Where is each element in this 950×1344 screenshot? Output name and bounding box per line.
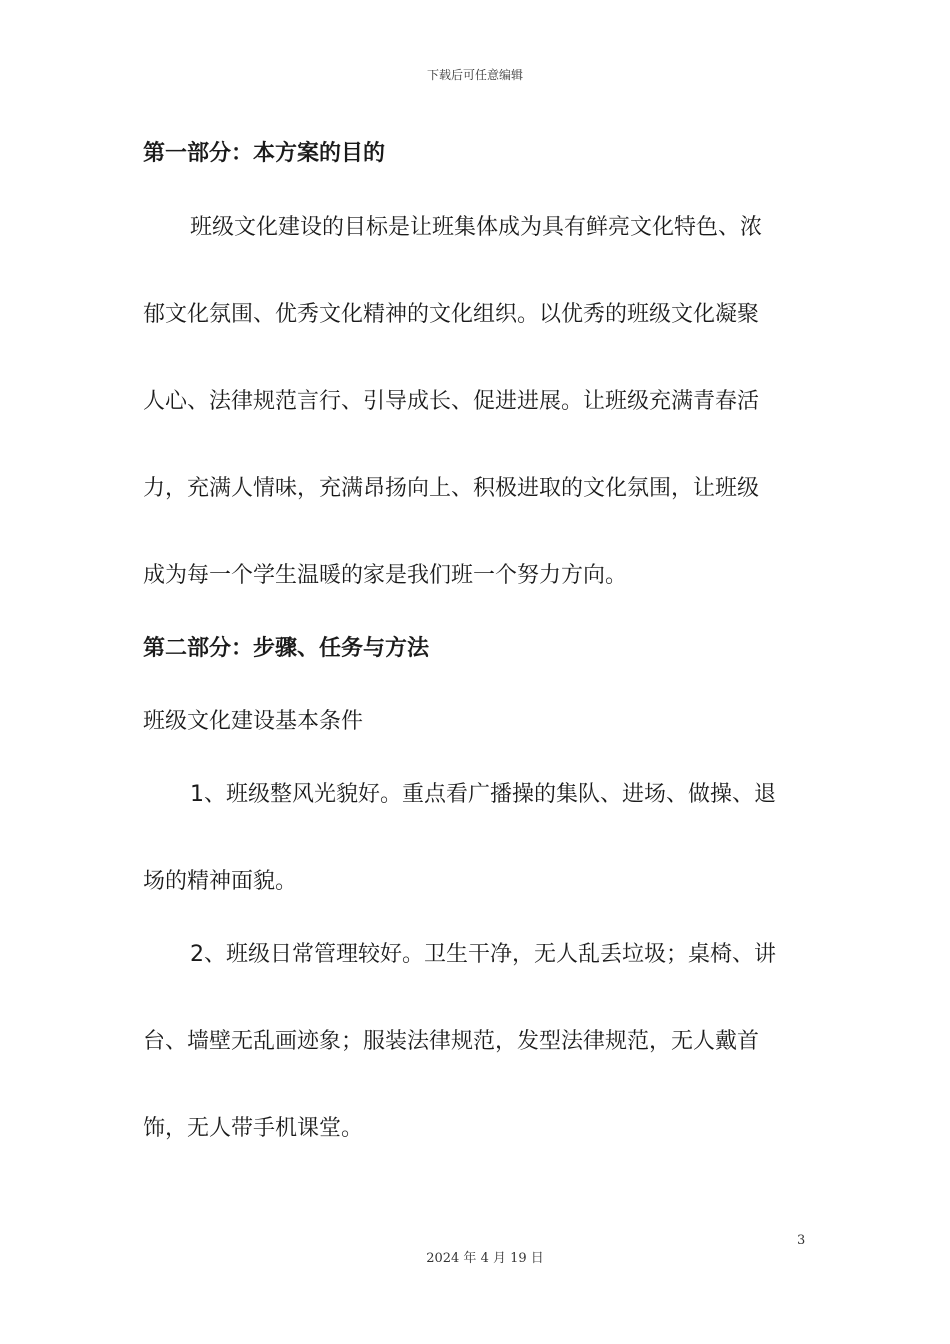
page-footer-date: 2024 年 4 月 19 日 <box>426 1251 544 1266</box>
paragraph-line: 班级文化建设的目标是让班集体成为具有鲜亮文化特色、浓 <box>190 215 763 240</box>
subheading: 班级文化建设基本条件 <box>143 709 364 734</box>
page-number: 3 <box>797 1233 806 1248</box>
list-item-line: 场的精神面貌。 <box>143 869 298 894</box>
page-header: 下载后可任意编辑 <box>426 68 523 82</box>
paragraph-line: 力，充满人情味，充满昂扬向上、积极进取的文化氛围，让班级 <box>143 476 760 501</box>
section1-heading: 第一部分：本方案的目的 <box>143 141 386 166</box>
paragraph-line: 郁文化氛围、优秀文化精神的文化组织。以优秀的班级文化凝聚 <box>143 302 760 327</box>
paragraph-line: 成为每一个学生温暖的家是我们班一个努力方向。 <box>143 563 628 588</box>
list-item-line: 1、班级整风光貌好。重点看广播操的集队、进场、做操、退 <box>190 782 776 807</box>
list-item-line: 2、班级日常管理较好。卫生干净，无人乱丢垃圾；桌椅、讲 <box>190 942 776 967</box>
list-item-line: 台、墙壁无乱画迹象；服装法律规范，发型法律规范，无人戴首 <box>143 1029 760 1054</box>
paragraph-line: 人心、法律规范言行、引导成长、促进进展。让班级充满青春活 <box>143 389 760 414</box>
section2-heading: 第二部分：步骤、任务与方法 <box>143 636 430 661</box>
list-item-line: 饰，无人带手机课堂。 <box>143 1116 364 1141</box>
